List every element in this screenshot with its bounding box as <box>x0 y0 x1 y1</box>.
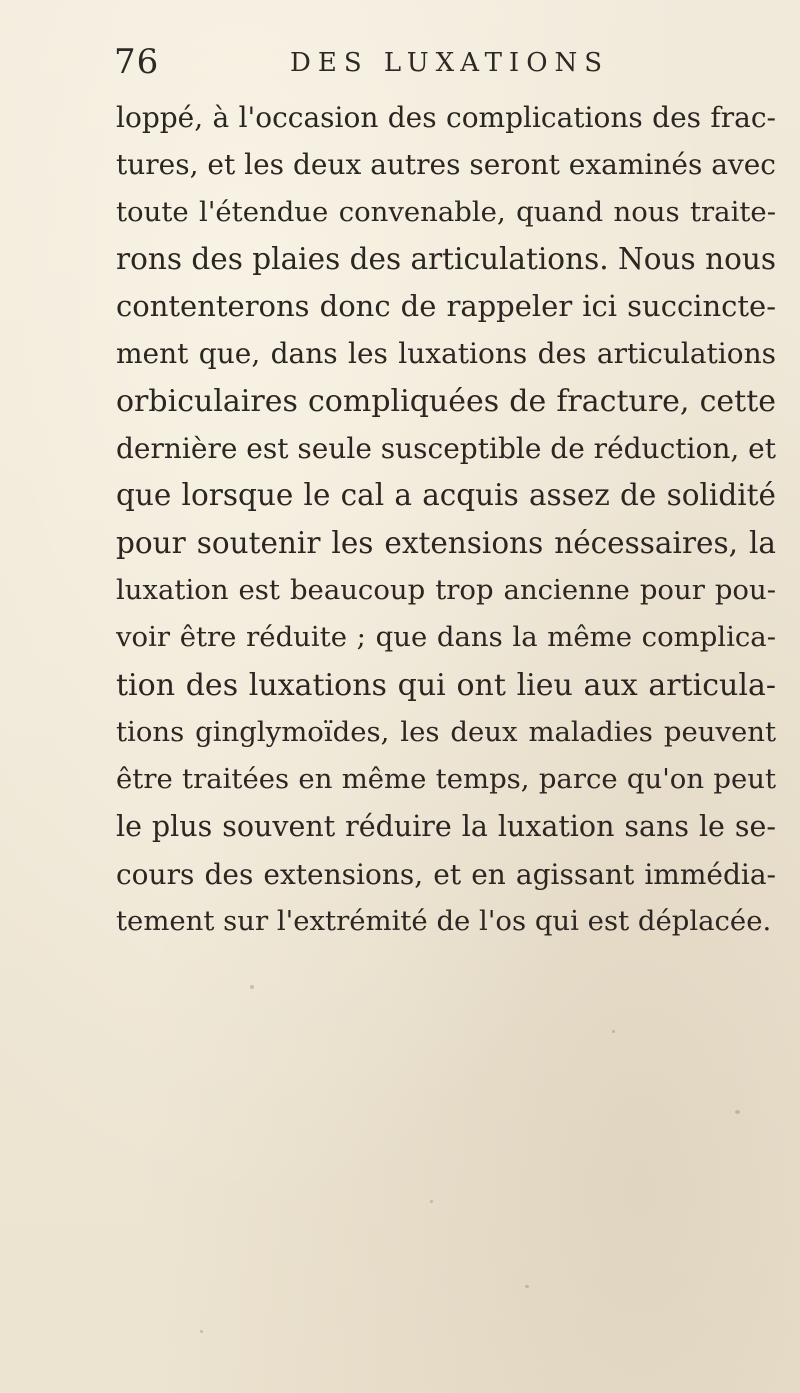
text-line: loppé, à l'occasion des complications des frac- <box>116 101 776 134</box>
paper-speck <box>612 1030 615 1033</box>
paper-speck <box>430 1200 433 1203</box>
text-line: tement sur l'extrémité de l'os qui est déplacée. <box>116 905 772 938</box>
text-line: cours des extensions, et en agissant immédia- <box>116 857 776 891</box>
text-line: tion des luxations qui ont lieu aux articula- <box>116 667 776 703</box>
paper-speck <box>200 1330 203 1333</box>
text-line: tures, et les deux autres seront examinés avec <box>116 148 776 182</box>
text-line: voir être réduite ; que dans la même complica- <box>116 621 776 654</box>
paper-speck <box>250 985 254 989</box>
text-line: luxation est beaucoup trop ancienne pour pou- <box>116 573 776 606</box>
paper-speck <box>525 1285 529 1288</box>
text-line: le plus souvent réduire la luxation sans le se- <box>116 810 776 844</box>
paper-speck <box>735 1110 740 1114</box>
text-line: ment que, dans les luxations des articulations <box>116 337 776 371</box>
text-line: contenterons donc de rappeler ici succincte- <box>116 289 776 324</box>
text-line: dernière est seule susceptible de réduction, et <box>116 432 776 466</box>
text-line: pour soutenir les extensions nécessaires, la <box>116 525 776 560</box>
body-text <box>116 94 776 945</box>
text-line: toute l'étendue convenable, quand nous traite- <box>116 195 776 228</box>
text-line: rons des plaies des articulations. Nous nous <box>116 241 776 276</box>
text-line: orbiculaires compliquées de fracture, cette <box>116 383 776 419</box>
page-header <box>114 42 714 90</box>
text-line: être traitées en même temps, parce qu'on peut <box>116 763 776 796</box>
running-head: DES LUXATIONS <box>290 48 610 78</box>
text-line: que lorsque le cal a acquis assez de solidité <box>116 478 776 513</box>
page-number: 76 <box>114 42 160 82</box>
text-line: tions ginglymoïdes, les deux maladies peuvent <box>116 715 776 748</box>
